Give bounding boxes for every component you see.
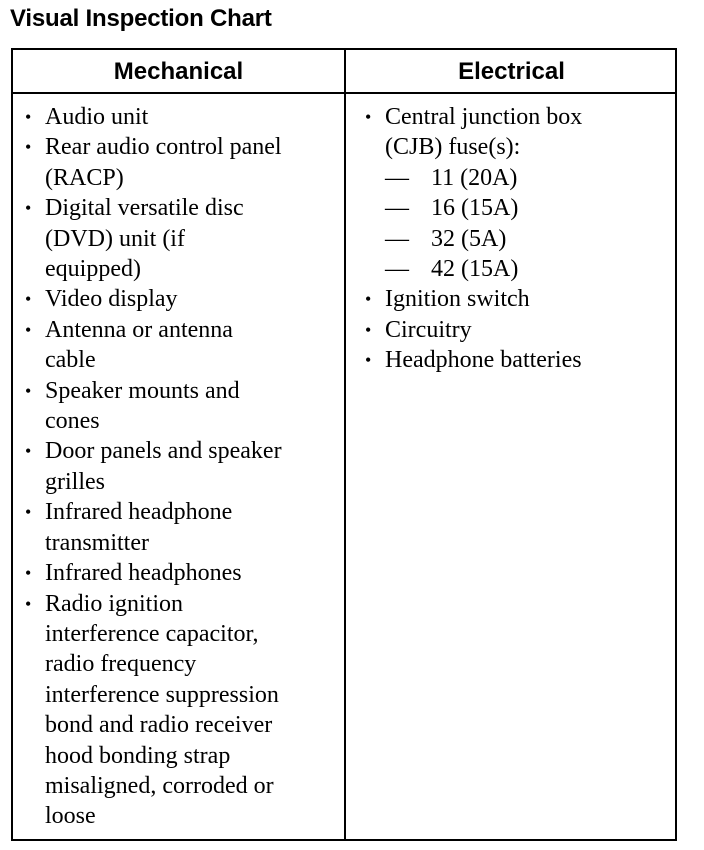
item-line: (DVD) unit (if [45, 225, 185, 252]
inspection-table [11, 48, 677, 841]
item-line: Speaker mounts and [45, 377, 240, 404]
header-rule [13, 92, 675, 94]
dash-icon: — [385, 195, 409, 222]
item-line: grilles [45, 468, 105, 495]
fuse-label: 32 (5A) [431, 225, 507, 252]
item-line: cable [45, 347, 96, 374]
list-item [21, 589, 339, 832]
item-line: hood bonding strap [45, 742, 231, 769]
item-line: cones [45, 408, 100, 435]
item-line: Radio ignition [45, 590, 183, 617]
item-line: Rear audio control panel [45, 134, 282, 161]
bullet-icon: • [25, 107, 32, 127]
bullet-icon: • [25, 380, 32, 401]
bullet-icon: • [25, 198, 32, 219]
item-line: Video display [45, 286, 178, 313]
list-item [21, 193, 339, 284]
bullet-icon: • [365, 289, 372, 310]
dash-icon: — [385, 164, 409, 191]
item-line: Circuitry [385, 316, 472, 343]
list-item [361, 315, 671, 345]
electrical-list [361, 102, 671, 376]
item-line: loose [45, 803, 96, 830]
dash-icon: — [385, 225, 409, 252]
electrical-header: Electrical [458, 58, 565, 85]
list-item [21, 376, 339, 437]
bullet-icon: • [25, 289, 32, 310]
fuse-item [385, 224, 671, 254]
dash-icon: — [385, 256, 409, 283]
item-line: Central junction box [385, 104, 583, 130]
fuse-label: 11 (20A) [431, 164, 518, 191]
item-line: equipped) [45, 256, 141, 283]
bullet-icon: • [365, 350, 372, 371]
item-line: interference capacitor, [45, 620, 259, 647]
item-line: Antenna or antenna [45, 316, 233, 343]
list-item [21, 558, 339, 588]
item-line: Audio unit [45, 104, 149, 130]
fuse-list [385, 163, 671, 285]
list-item [21, 284, 339, 314]
item-line: (RACP) [45, 164, 124, 191]
item-line: misaligned, corroded or [45, 772, 274, 799]
bullet-icon: • [365, 107, 372, 127]
item-line: bond and radio receiver [45, 712, 273, 739]
fuse-label: 16 (15A) [431, 195, 519, 222]
item-line: transmitter [45, 529, 149, 556]
column-divider [344, 50, 346, 839]
bullet-icon: • [365, 319, 372, 340]
bullet-icon: • [25, 137, 32, 158]
item-line: Door panels and speaker [45, 438, 282, 465]
fuse-label: 42 (15A) [431, 256, 519, 283]
mechanical-header: Mechanical [113, 58, 244, 85]
fuse-item [385, 254, 671, 284]
bullet-icon: • [25, 593, 32, 614]
list-item [21, 315, 339, 376]
list-item [21, 132, 339, 193]
item-line: Infrared headphones [45, 560, 242, 587]
bullet-icon: • [25, 441, 32, 462]
fuse-item [385, 163, 671, 193]
bullet-icon: • [25, 563, 32, 584]
item-line: Headphone batteries [385, 347, 582, 374]
list-item [361, 102, 671, 284]
list-item [21, 497, 339, 558]
page-title: Visual Inspection Chart [10, 5, 272, 32]
mechanical-list [21, 102, 339, 832]
item-line: (CJB) fuse(s): [385, 134, 521, 161]
list-item [361, 345, 671, 375]
item-line: interference suppression [45, 681, 279, 708]
fuse-item [385, 193, 671, 223]
item-line: Ignition switch [385, 286, 530, 313]
bullet-icon: • [25, 319, 32, 340]
item-line: Digital versatile disc [45, 195, 244, 222]
bullet-icon: • [25, 502, 32, 523]
item-line: radio frequency [45, 651, 197, 678]
item-line: Infrared headphone [45, 499, 233, 526]
list-item [21, 102, 339, 132]
list-item [361, 284, 671, 314]
list-item [21, 436, 339, 497]
